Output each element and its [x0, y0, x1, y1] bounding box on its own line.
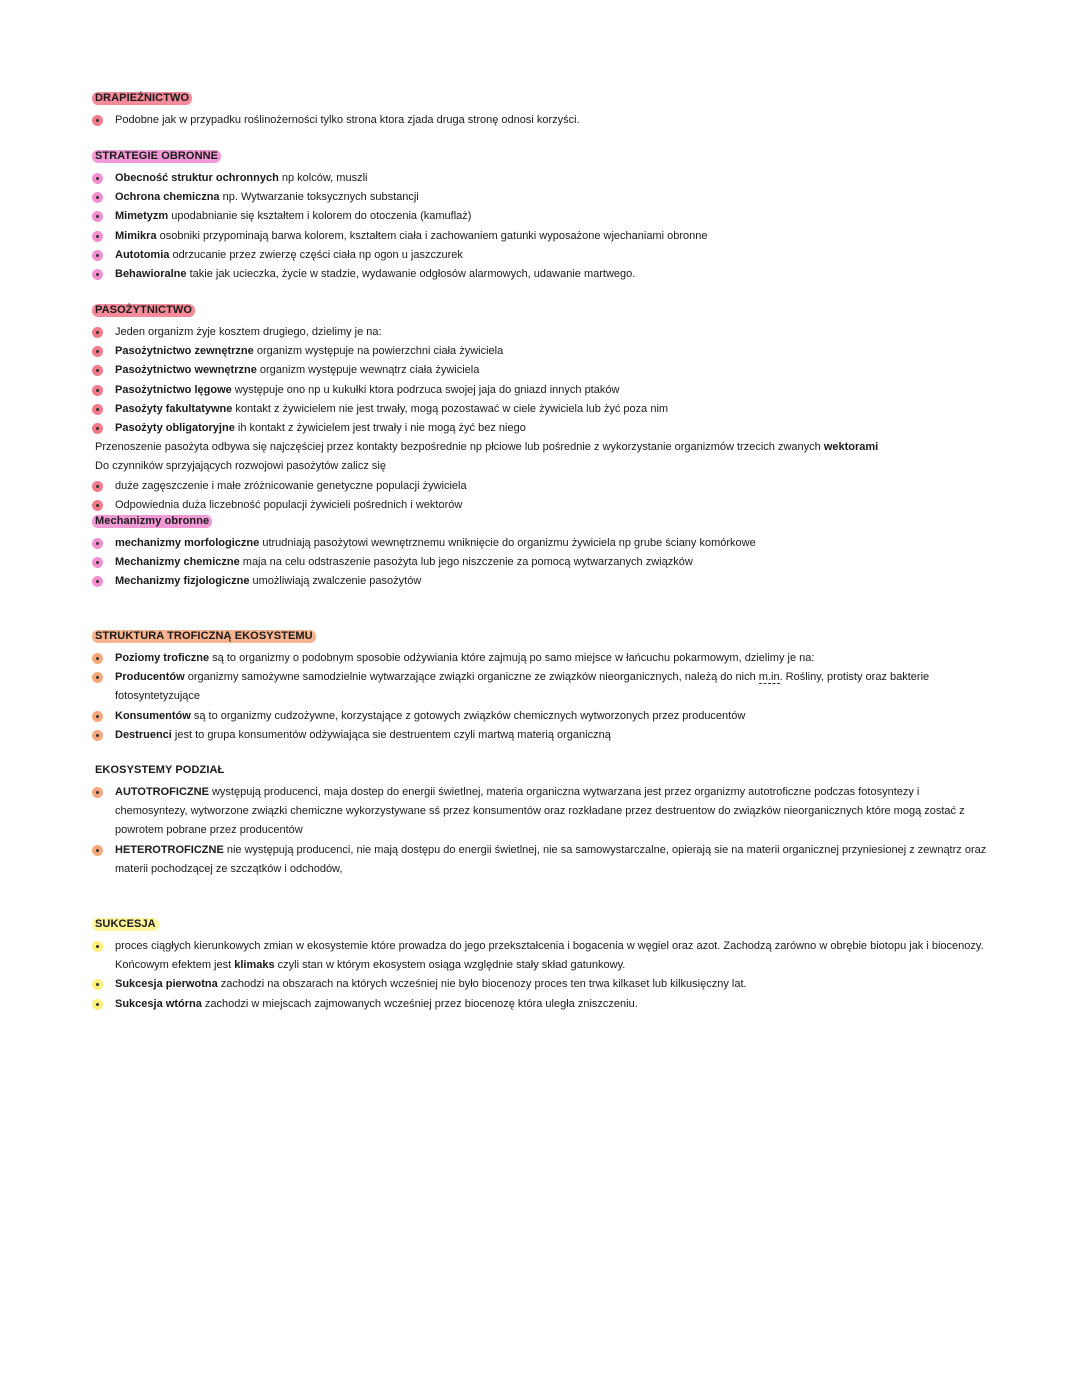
list-item [92, 265, 992, 284]
item-term: mechanizmy morfologiczne [115, 537, 260, 549]
bullet-icon [92, 557, 103, 568]
bullet-icon [92, 346, 103, 357]
item-term: Poziomy troficzne [115, 652, 210, 664]
section-mechanizmy [92, 515, 992, 592]
item-text: nie występują producenci, nie mają dostępu do energii świetlnej, nie sa samowystarczalne, opierają sie na materii organicznej przyniesionej z zewnątrz oraz materii pochodzącej ze szczątków i odchodów, [115, 843, 987, 875]
item-term: Destruenci [115, 728, 172, 741]
item-text-tail: czyli stan w którym ekosystem osiąga względnie stały skład gatunkowy. [274, 959, 626, 972]
list-item [92, 361, 992, 380]
section-pasozytnictwo [92, 304, 992, 515]
bullet-icon [92, 576, 103, 587]
list-item [92, 783, 992, 841]
list-item [92, 975, 992, 994]
section-struktura [92, 630, 992, 745]
bullet-icon [92, 173, 103, 184]
list-item [92, 668, 992, 706]
item-term: Mechanizmy chemiczne [115, 556, 240, 569]
bullet-icon [92, 250, 103, 261]
item-term: Behawioralne [115, 268, 187, 281]
bullet-icon [92, 115, 103, 126]
item-term: Pasożyty obligatoryjne [115, 422, 235, 435]
list-item [92, 323, 992, 342]
bullet-icon [92, 192, 103, 203]
list-item [92, 534, 992, 553]
heading-pasozytnictwo: PASOŻYTNICTWO [92, 304, 195, 317]
item-term: klimaks [234, 959, 275, 972]
item-term: Obecność struktur ochronnych [115, 172, 279, 184]
item-text: zachodzi w miejscach zajmowanych wcześniej przez biocenozę która uległa zniszczeniu. [201, 997, 638, 1010]
item-text: osobniki przypominają barwa kolorem, kształtem ciała i zachowaniem gatunki wyposażone wjechaniami obronne [156, 229, 708, 242]
bullet-icon [92, 500, 103, 511]
list-item [92, 707, 992, 726]
list-item [92, 496, 992, 515]
item-text: Odpowiednia duża liczebność populacji żywicieli pośrednich i wektorów [115, 498, 463, 511]
bullet-icon [92, 327, 103, 338]
bullet-icon [92, 365, 103, 376]
item-text: jest to grupa konsumentów odżywiająca sie destruentem czyli martwą materią organiczną [171, 728, 611, 741]
item-text: organizmy samożywne samodzielnie wytwarzające związki organiczne ze związków nieorganicznych, należą do nich [184, 671, 759, 684]
item-text: występuje ono np u kukułki ktora podrzuca swojej jaja do gniazd innych ptaków [231, 383, 620, 396]
heading-drapieznictwo: DRAPIEŻNICTWO [92, 92, 192, 105]
item-term: Mimetyzm [115, 210, 169, 223]
list-item [92, 937, 992, 975]
list-item [92, 246, 992, 265]
item-term: Sukcesja wtórna [115, 997, 202, 1010]
list-item [92, 169, 992, 188]
item-text-tail: . Rośliny, protisty oraz bakterie fotosyntetyzujące [115, 671, 930, 703]
item-term: Ochrona chemiczna [115, 191, 220, 204]
item-text: duże zagęszczenie i małe zróżnicowanie genetyczne populacji żywiciela [115, 479, 467, 492]
item-term: Sukcesja pierwotna [115, 978, 218, 991]
list-item [92, 207, 992, 226]
item-term: Konsumentów [115, 709, 191, 722]
item-text: utrudniają pasożytowi wewnętrznemu wniknięcie do organizmu żywiciela np grube ściany komórkowe [259, 537, 756, 549]
transfer-term: wektorami [823, 441, 879, 454]
section-ekosystemy [92, 764, 992, 879]
list-item [92, 381, 992, 400]
item-text: ih kontakt z żywicielem jest trwały i nie mogą żyć bez niego [234, 422, 526, 435]
list-item [92, 342, 992, 361]
section-drapieznictwo [92, 92, 992, 130]
item-text: maja na celu odstraszenie pasożyta lub jego niszczenie za pomocą wytwarzanych związków [239, 556, 693, 569]
item-text: Podobne jak w przypadku roślinożerności tylko strona ktora zjada druga stronę odnosi korzyści. [115, 114, 580, 126]
section-sukcesja [92, 918, 992, 1014]
item-text: odrzucanie przez zwierzę części ciała np ogon u jaszczurek [169, 248, 463, 261]
bullet-icon [92, 481, 103, 492]
section-strategie [92, 150, 992, 284]
item-term: Pasożytnictwo wewnętrzne [115, 364, 257, 377]
item-text: np. Wytwarzanie toksycznych substancji [219, 191, 419, 204]
heading-struktura: STRUKTURA TROFICZNĄ EKOSYSTEMU [92, 630, 316, 643]
bullet-icon [92, 711, 103, 722]
item-term: HETEROTROFICZNE [115, 843, 224, 856]
heading-ekosystemy: EKOSYSTEMY PODZIAŁ [95, 764, 225, 776]
bullet-icon [92, 404, 103, 415]
bullet-icon [92, 269, 103, 280]
bullet-icon [92, 423, 103, 434]
list-item [92, 726, 992, 745]
item-abbrev: m.in [758, 671, 780, 684]
item-term: Autotomia [115, 248, 170, 261]
bullet-icon [92, 999, 103, 1010]
list-item [92, 188, 992, 207]
bullet-icon [92, 787, 103, 798]
transfer-paragraph [92, 438, 992, 457]
item-text: organizm występuje wewnątrz ciała żywiciela [256, 364, 480, 377]
item-term: Producentów [115, 671, 185, 684]
list-item [92, 111, 992, 130]
heading-sukcesja: SUKCESJA [92, 918, 159, 931]
heading-strategie: STRATEGIE OBRONNE [92, 150, 221, 163]
bullet-icon [92, 730, 103, 741]
bullet-icon [92, 385, 103, 396]
item-term: AUTOTROFICZNE [115, 786, 209, 798]
item-text: kontakt z żywicielem nie jest trwały, mogą pozostawać w ciele żywiciela lub żyć poza nim [232, 402, 669, 415]
list-item [92, 419, 992, 438]
list-item [92, 649, 992, 668]
item-term: Pasożyty fakultatywne [115, 402, 233, 415]
list-item [92, 995, 992, 1014]
list-item [92, 477, 992, 496]
item-term: Pasożytnictwo zewnętrzne [115, 345, 254, 358]
list-item [92, 227, 992, 246]
bullet-icon [92, 979, 103, 990]
item-text: np kolców, muszli [278, 172, 368, 184]
bullet-icon [92, 231, 103, 242]
list-item [92, 841, 992, 879]
item-text: występują producenci, maja dostep do energii świetlnej, materia organiczna wytwarzana jest przez organizmy autotroficzne podczas fotosyntezy i chemosyntezy, wytworzone związki chemiczne wykorzystywane sś przez konsumentów oraz rozkładane przez destruentow do związków nieorganicznych które mogą zostać z powrotem pobrane przez producentów [115, 786, 965, 837]
item-text: Jeden organizm żyje kosztem drugiego, dzielimy je na: [115, 326, 382, 338]
item-text: umożliwiają zwalczenie pasożytów [249, 575, 422, 588]
bullet-icon [92, 941, 103, 952]
bullet-icon [92, 538, 103, 549]
factors-intro: Do czynników sprzyjających rozwojowi pasożytów zalicz się [95, 460, 386, 473]
item-term: Mechanizmy fizjologiczne [115, 575, 250, 588]
list-item [92, 400, 992, 419]
item-text: upodabnianie się kształtem i kolorem do otoczenia (kamuflaż) [168, 210, 472, 223]
list-item [92, 553, 992, 572]
list-item [92, 572, 992, 591]
item-text: proces ciągłych kierunkowych zmian w ekosystemie które prowadza do jego przekształcenia i bogacenia w węgiel oraz azot. Zachodzą zarówno w obrębie biotopu jak i biocenozy. Końcowym efektem jest [115, 940, 984, 972]
bullet-icon [92, 845, 103, 856]
item-text: zachodzi na obszarach na których wcześniej nie było biocenozy proces ten trwa kilkaset lub kilkusięczny lat. [217, 978, 747, 991]
bullet-icon [92, 672, 103, 683]
item-term: Mimikra [115, 229, 157, 242]
bullet-icon [92, 211, 103, 222]
bullet-icon [92, 653, 103, 664]
item-text: organizm występuje na powierzchni ciała żywiciela [253, 345, 504, 358]
item-text: są to organizmy o podobnym sposobie odżywiania które zajmują po samo miejsce w łańcuchu pokarmowym, dzielimy je na: [209, 652, 815, 664]
heading-mechanizmy: Mechanizmy obronne [92, 515, 212, 528]
transfer-text: Przenoszenie pasożyta odbywa się najczęściej przez kontakty bezpośrednie np płciowe lub pośrednie z wykorzystanie organizmów trzecich zwanych [95, 441, 824, 454]
item-text: takie jak ucieczka, życie w stadzie, wydawanie odgłosów alarmowych, udawanie martwego. [186, 268, 636, 281]
item-term: Pasożytnictwo lęgowe [115, 383, 232, 396]
item-text: są to organizmy cudzożywne, korzystające z gotowych związków chemicznych wytworzonych przez producentów [190, 709, 746, 722]
